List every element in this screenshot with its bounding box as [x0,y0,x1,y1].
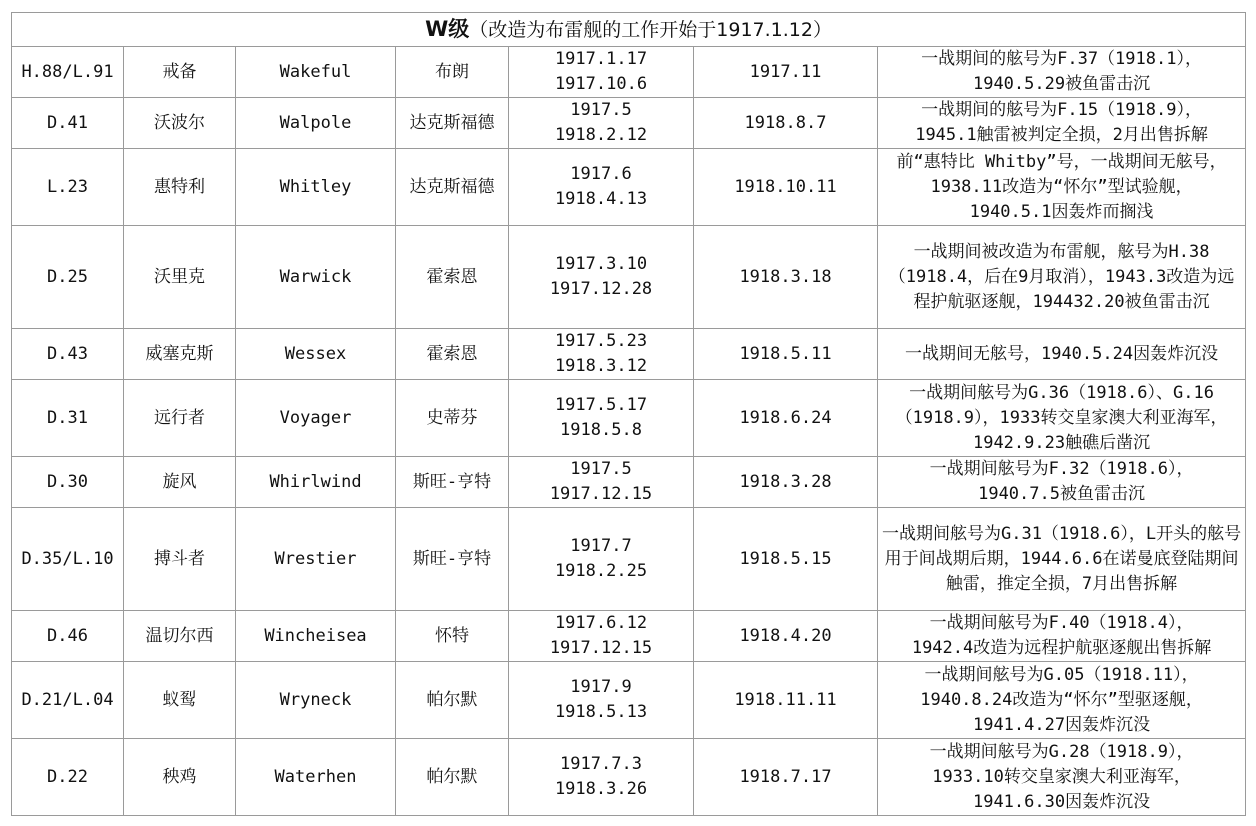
dates-cell: 1917.6.12 1917.12.15 [509,611,694,662]
pennant-cell: D.41 [12,98,124,149]
pennant-cell: D.21/L.04 [12,662,124,739]
notes-cell: 一战期间被改造为布雷舰，舷号为H.38（1918.4，后在9月取消），1943.3改造为远程护航驱逐舰，194432.20被鱼雷击沉 [878,226,1246,329]
title-row [12,13,1246,47]
english-name-cell: Walpole [236,98,396,149]
notes-cell: 一战期间舷号为G.31（1918.6），L开头的舷号用于间战期后期，1944.6.6在诺曼底登陆期间触雷，推定全损，7月出售拆解 [878,508,1246,611]
english-name-cell: Wrestier [236,508,396,611]
title-subtitle: （改造为布雷舰的工作开始于1917.1.12） [469,18,832,41]
table-row [12,457,1246,508]
completed-cell: 1918.3.18 [694,226,878,329]
english-name-cell: Wakeful [236,47,396,98]
english-name-cell: Warwick [236,226,396,329]
notes-cell: 一战期间无舷号，1940.5.24因轰炸沉没 [878,329,1246,380]
completed-cell: 1918.5.15 [694,508,878,611]
builder-cell: 达克斯福德 [396,149,509,226]
notes-cell: 一战期间舷号为F.32（1918.6）， 1940.7.5被鱼雷击沉 [878,457,1246,508]
dates-cell: 1917.1.17 1917.10.6 [509,47,694,98]
dates-cell: 1917.5.23 1918.3.12 [509,329,694,380]
builder-cell: 帕尔默 [396,662,509,739]
table-row [12,662,1246,739]
builder-cell: 霍索恩 [396,329,509,380]
completed-cell: 1918.7.17 [694,739,878,816]
dates-cell: 1917.5 1918.2.12 [509,98,694,149]
table-row [12,739,1246,816]
dates-cell: 1917.5 1917.12.15 [509,457,694,508]
chinese-name-cell: 沃里克 [124,226,236,329]
table-row [12,611,1246,662]
dates-cell: 1917.3.10 1917.12.28 [509,226,694,329]
notes-cell: 一战期间舷号为G.28（1918.9）， 1933.10转交皇家澳大利亚海军， 1941.6.30因轰炸沉没 [878,739,1246,816]
pennant-cell: L.23 [12,149,124,226]
builder-cell: 霍索恩 [396,226,509,329]
pennant-cell: D.22 [12,739,124,816]
table-row [12,508,1246,611]
english-name-cell: Whitley [236,149,396,226]
pennant-cell: D.31 [12,380,124,457]
notes-cell: 前“惠特比 Whitby”号，一战期间无舷号，1938.11改造为“怀尔”型试验舰， 1940.5.1因轰炸而搁浅 [878,149,1246,226]
pennant-cell: H.88/L.91 [12,47,124,98]
pennant-cell: D.46 [12,611,124,662]
english-name-cell: Wincheisea [236,611,396,662]
table-row [12,226,1246,329]
notes-cell: 一战期间的舷号为F.15（1918.9）， 1945.1触雷被判定全损，2月出售拆解 [878,98,1246,149]
completed-cell: 1918.10.11 [694,149,878,226]
chinese-name-cell: 威塞克斯 [124,329,236,380]
english-name-cell: Wessex [236,329,396,380]
builder-cell: 史蒂芬 [396,380,509,457]
builder-cell: 斯旺-亨特 [396,508,509,611]
completed-cell: 1918.4.20 [694,611,878,662]
completed-cell: 1918.5.11 [694,329,878,380]
pennant-cell: D.35/L.10 [12,508,124,611]
table-row [12,47,1246,98]
builder-cell: 布朗 [396,47,509,98]
completed-cell: 1918.6.24 [694,380,878,457]
chinese-name-cell: 温切尔西 [124,611,236,662]
english-name-cell: Waterhen [236,739,396,816]
english-name-cell: Whirlwind [236,457,396,508]
dates-cell: 1917.7.3 1918.3.26 [509,739,694,816]
builder-cell: 达克斯福德 [396,98,509,149]
notes-cell: 一战期间的舷号为F.37（1918.1）， 1940.5.29被鱼雷击沉 [878,47,1246,98]
notes-cell: 一战期间舷号为G.36（1918.6）、G.16（1918.9），1933转交皇家澳大利亚海军，1942.9.23触礁后凿沉 [878,380,1246,457]
chinese-name-cell: 旋风 [124,457,236,508]
dates-cell: 1917.5.17 1918.5.8 [509,380,694,457]
builder-cell: 斯旺-亨特 [396,457,509,508]
english-name-cell: Wryneck [236,662,396,739]
table-row [12,98,1246,149]
completed-cell: 1918.3.28 [694,457,878,508]
dates-cell: 1917.9 1918.5.13 [509,662,694,739]
title-bold: W级 [425,16,470,41]
ship-table [11,12,1246,816]
pennant-cell: D.43 [12,329,124,380]
chinese-name-cell: 戒备 [124,47,236,98]
english-name-cell: Voyager [236,380,396,457]
table-title [12,13,1246,47]
completed-cell: 1918.8.7 [694,98,878,149]
pennant-cell: D.30 [12,457,124,508]
chinese-name-cell: 远行者 [124,380,236,457]
chinese-name-cell: 沃波尔 [124,98,236,149]
pennant-cell: D.25 [12,226,124,329]
chinese-name-cell: 秧鸡 [124,739,236,816]
dates-cell: 1917.7 1918.2.25 [509,508,694,611]
notes-cell: 一战期间舷号为G.05（1918.11）， 1940.8.24改造为“怀尔”型驱逐舰， 1941.4.27因轰炸沉没 [878,662,1246,739]
table-body [12,47,1246,816]
notes-cell: 一战期间舷号为F.40（1918.4）， 1942.4改造为远程护航驱逐舰出售拆解 [878,611,1246,662]
chinese-name-cell: 搏斗者 [124,508,236,611]
table-row [12,329,1246,380]
table-row [12,380,1246,457]
chinese-name-cell: 惠特利 [124,149,236,226]
completed-cell: 1918.11.11 [694,662,878,739]
table-row [12,149,1246,226]
dates-cell: 1917.6 1918.4.13 [509,149,694,226]
builder-cell: 怀特 [396,611,509,662]
builder-cell: 帕尔默 [396,739,509,816]
completed-cell: 1917.11 [694,47,878,98]
chinese-name-cell: 蚁䴕 [124,662,236,739]
